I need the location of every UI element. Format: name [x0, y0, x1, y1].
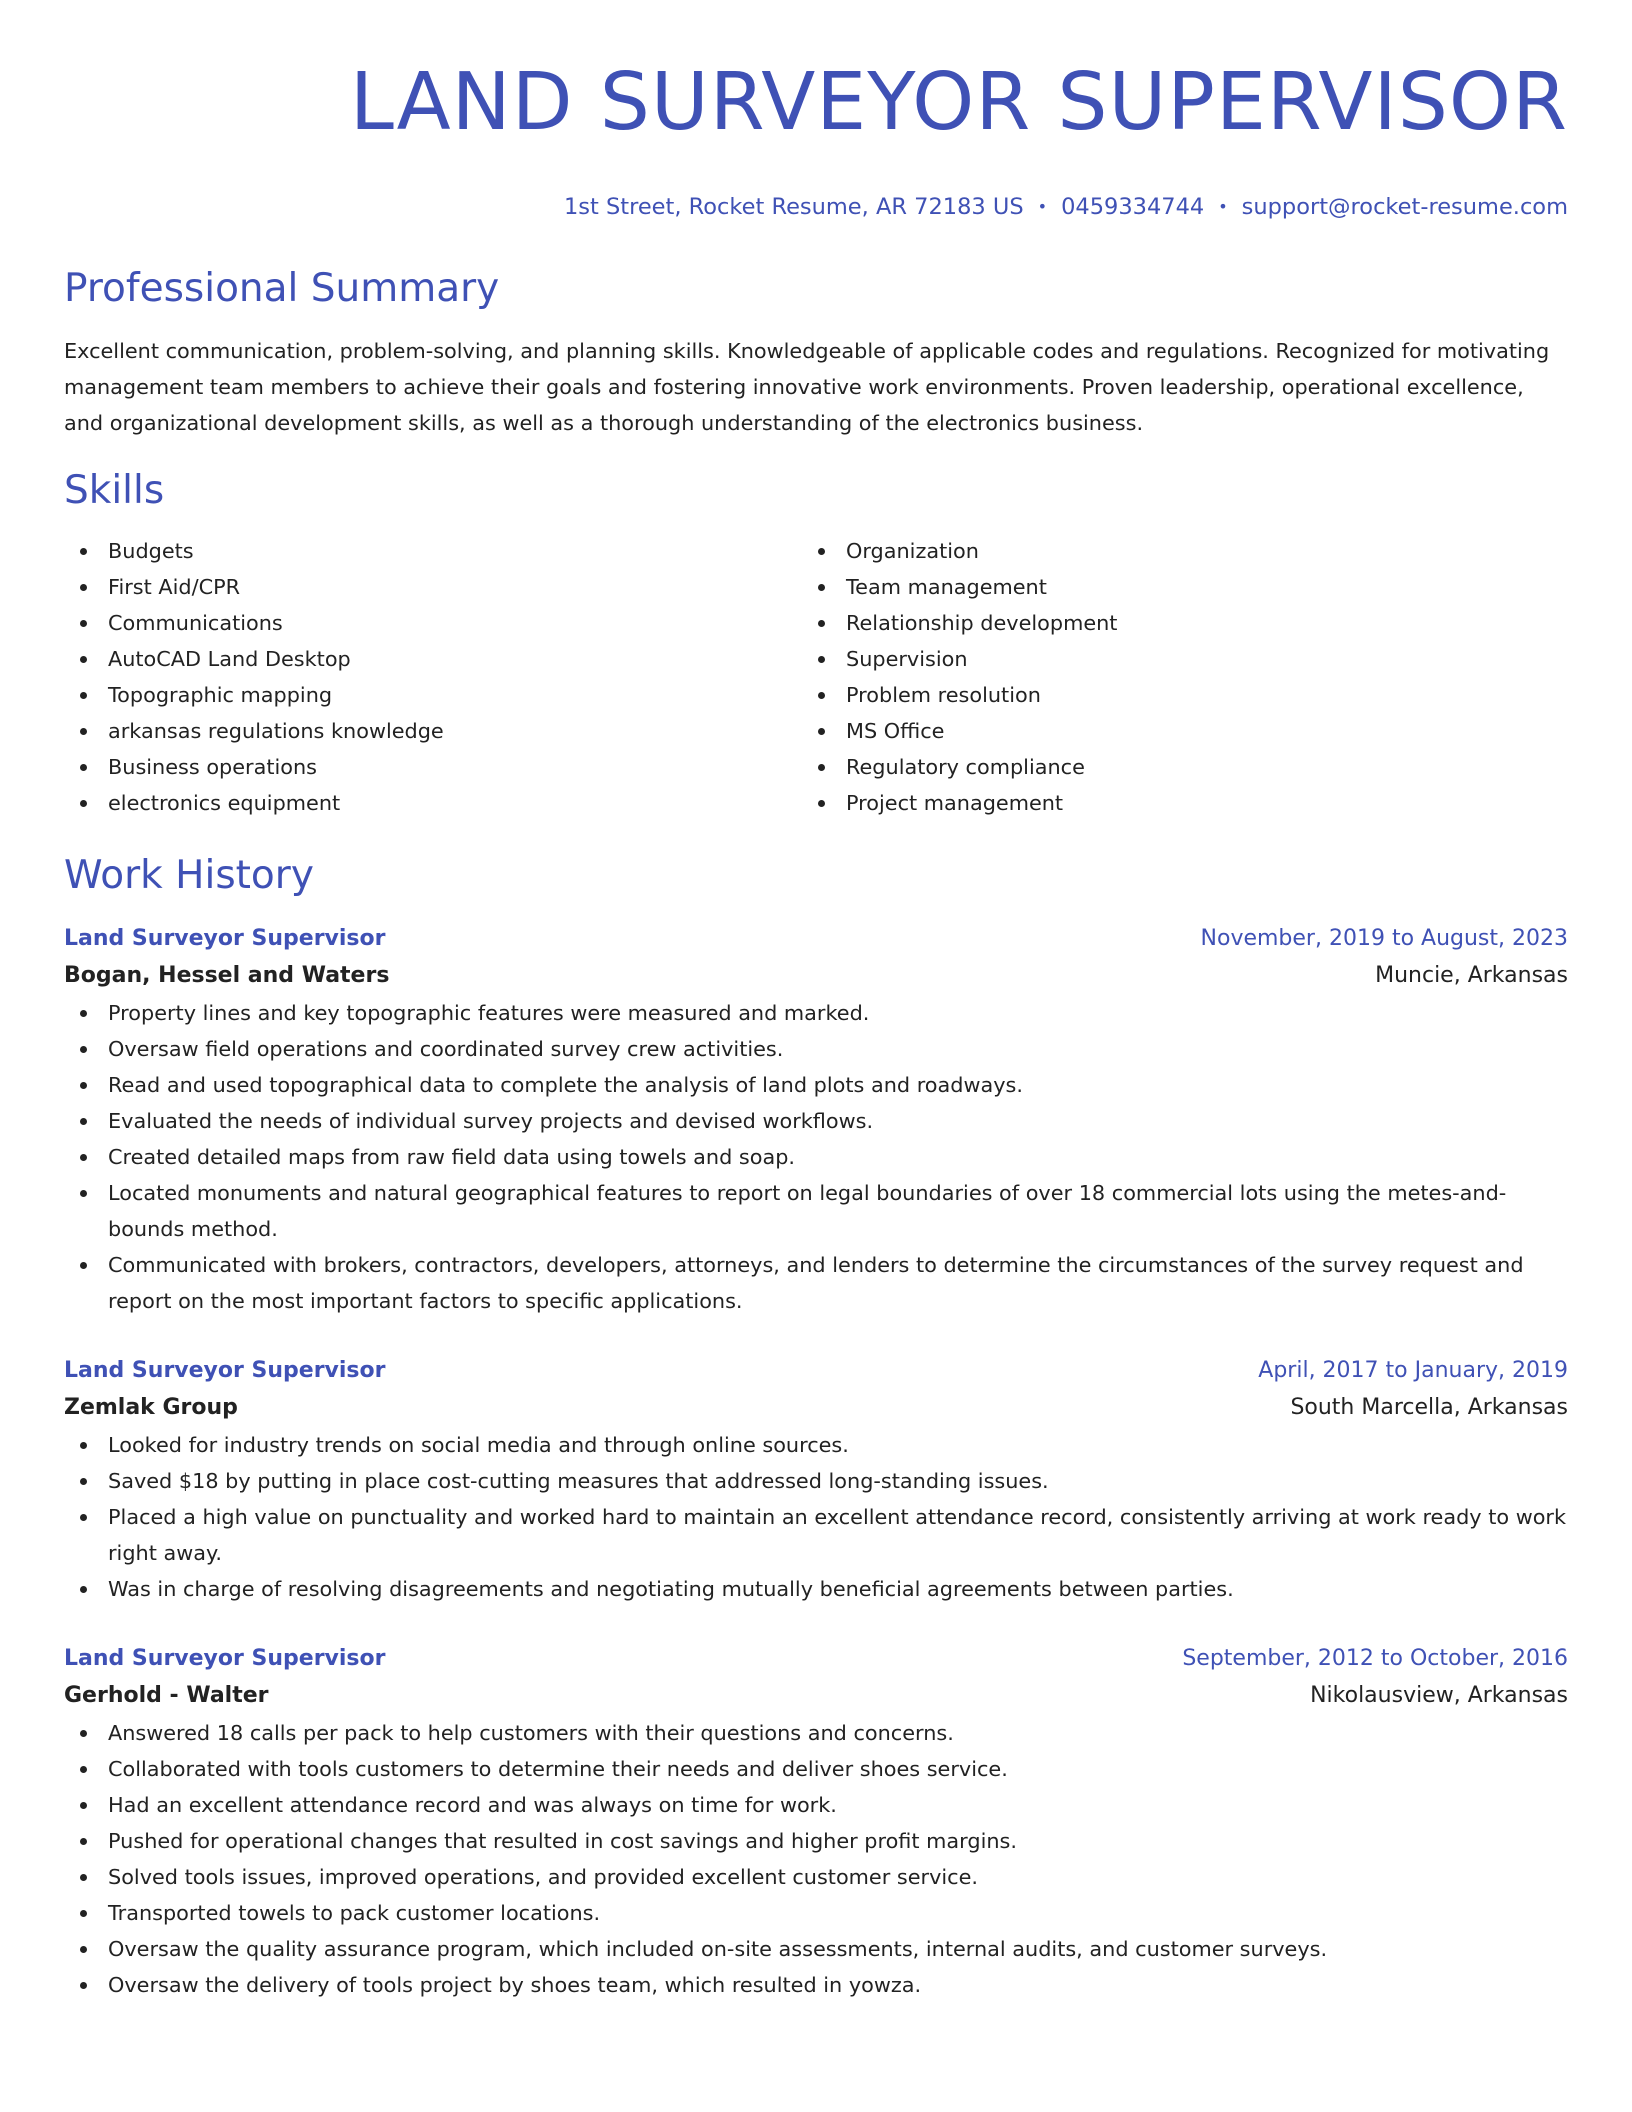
job-bullet: Oversaw field operations and coordinated survey crew activities. [64, 1031, 1568, 1067]
professional-summary-section [64, 265, 1568, 441]
job-bullet: Oversaw the quality assurance program, which included on-site assessments, internal audits, and customer surveys. [64, 1931, 1568, 1967]
summary-text: Excellent communication, problem-solving, and planning skills. Knowledgeable of applicable codes and regulations. Recognized for motivating management team members to achieve their goals and fostering innovative work environments. Proven leadership, operational excellence, and organizational development skills, as well as a thorough understanding of the electronics business. [64, 339, 1550, 435]
job-bullet: Created detailed maps from raw field data using towels and soap. [64, 1139, 1568, 1175]
skill-item: Problem resolution [802, 677, 1540, 713]
job-bullet: Oversaw the delivery of tools project by shoes team, which resulted in yowza. [64, 1967, 1568, 2003]
skill-item: Business operations [64, 749, 802, 785]
job-title-row [64, 1641, 1568, 1677]
skill-item: Budgets [64, 533, 802, 569]
skill-item: Supervision [802, 641, 1540, 677]
job-bullet: Looked for industry trends on social media and through online sources. [64, 1427, 1568, 1463]
candidate-name: LAND SURVEYOR SUPERVISOR [349, 56, 1568, 148]
job-entry [64, 921, 1568, 1319]
job-company-row [64, 957, 1568, 995]
job-bullet-list [64, 1715, 1568, 2003]
job-entry [64, 1353, 1568, 1607]
skill-item: Relationship development [802, 605, 1540, 641]
skill-item: Project management [802, 785, 1540, 821]
skill-item: MS Office [802, 713, 1540, 749]
contact-email[interactable]: support@rocket-resume.com [1241, 194, 1568, 220]
job-bullet: Located monuments and natural geographical features to report on legal boundaries of over 18 commercial lots using the metes-and-bounds method. [64, 1175, 1568, 1247]
skill-item: Team management [802, 569, 1540, 605]
job-title: Land Surveyor Supervisor [64, 1646, 386, 1671]
contact-phone: 0459334744 [1061, 194, 1205, 220]
skills-list-right [802, 533, 1540, 821]
work-history-section [64, 852, 1568, 2003]
job-bullet: Answered 18 calls per pack to help customers with their questions and concerns. [64, 1715, 1568, 1751]
contact-address: 1st Street, Rocket Resume, AR 72183 US [563, 194, 1024, 220]
job-dates: April, 2017 to January, 2019 [1258, 1358, 1568, 1383]
job-dates: September, 2012 to October, 2016 [1182, 1646, 1568, 1671]
section-title-work-history: Work History [64, 853, 314, 898]
job-bullet: Saved $18 by putting in place cost-cutting measures that addressed long-standing issues. [64, 1463, 1568, 1499]
section-title-summary: Professional Summary [64, 266, 500, 311]
skill-item: First Aid/CPR [64, 569, 802, 605]
skill-item: Communications [64, 605, 802, 641]
skills-grid [64, 533, 1568, 821]
job-company: Zemlak Group [64, 1395, 238, 1420]
job-bullet: Property lines and key topographic features were measured and marked. [64, 995, 1568, 1031]
skill-item: Topographic mapping [64, 677, 802, 713]
job-bullet: Communicated with brokers, contractors, developers, attorneys, and lenders to determine the circumstances of the survey request and report on the most important factors to specific applications. [64, 1247, 1568, 1319]
job-bullet: Collaborated with tools customers to determine their needs and deliver shoes service. [64, 1751, 1568, 1787]
skill-item: arkansas regulations knowledge [64, 713, 802, 749]
job-company: Bogan, Hessel and Waters [64, 963, 390, 988]
job-company-row [64, 1677, 1568, 1715]
contact-separator: • [1037, 197, 1048, 216]
skill-item: Organization [802, 533, 1540, 569]
section-title-skills: Skills [64, 468, 165, 513]
skills-section [64, 467, 1568, 821]
job-bullet: Was in charge of resolving disagreements and negotiating mutually beneficial agreements between parties. [64, 1571, 1568, 1607]
skills-list-left [64, 533, 802, 821]
skill-item: AutoCAD Land Desktop [64, 641, 802, 677]
job-dates: November, 2019 to August, 2023 [1200, 926, 1568, 951]
job-bullet: Had an excellent attendance record and was always on time for work. [64, 1787, 1568, 1823]
job-location: Muncie, Arkansas [1375, 963, 1568, 988]
job-company: Gerhold - Walter [64, 1683, 269, 1708]
job-title: Land Surveyor Supervisor [64, 1358, 386, 1383]
job-bullet: Transported towels to pack customer locations. [64, 1895, 1568, 1931]
job-bullet: Read and used topographical data to complete the analysis of land plots and roadways. [64, 1067, 1568, 1103]
job-bullet: Solved tools issues, improved operations, and provided excellent customer service. [64, 1859, 1568, 1895]
job-bullet: Placed a high value on punctuality and worked hard to maintain an excellent attendance record, consistently arriving at work ready to work right away. [64, 1499, 1568, 1571]
job-bullet-list [64, 995, 1568, 1319]
job-company-row [64, 1389, 1568, 1427]
skill-item: electronics equipment [64, 785, 802, 821]
job-location: Nikolausview, Arkansas [1310, 1683, 1568, 1708]
contact-separator: • [1218, 197, 1228, 216]
job-title-row [64, 921, 1568, 957]
job-bullet: Evaluated the needs of individual survey projects and devised workflows. [64, 1103, 1568, 1139]
job-bullet: Pushed for operational changes that resulted in cost savings and higher profit margins. [64, 1823, 1568, 1859]
job-location: South Marcella, Arkansas [1290, 1395, 1568, 1420]
resume-header [64, 56, 1568, 222]
skill-item: Regulatory compliance [802, 749, 1540, 785]
job-entry [64, 1641, 1568, 2003]
contact-line [64, 192, 1568, 222]
job-title: Land Surveyor Supervisor [64, 926, 386, 951]
job-title-row [64, 1353, 1568, 1389]
job-bullet-list [64, 1427, 1568, 1607]
